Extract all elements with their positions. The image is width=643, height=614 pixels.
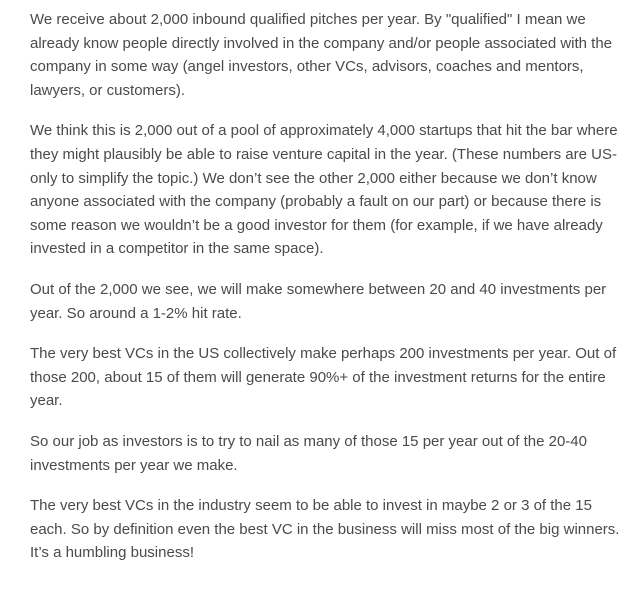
paragraph-humbling-business: The very best VCs in the industry seem to be able to invest in maybe 2 or 3 of the 15 each. So by definition even the best VC in the business will miss most of the big winners. It’s a humbling business! (30, 497, 620, 562)
paragraph-startup-pool: We think this is 2,000 out of a pool of approximately 4,000 startups that hit the bar where they might plausibly be able to raise venture capital in the year. (These numbers are US-only to simplify the topic.) We don’t see the other 2,000 either because we don’t know anyone associated with the company (probably a fault on our part) or because there is some reason we wouldn’t be a good investor for them (for example, if we have already invested in a competitor in the same space). (30, 122, 618, 258)
article-body (30, 8, 620, 582)
paragraph-hit-rate: Out of the 2,000 we see, we will make somewhere between 20 and 40 investments per year. So around a 1-2% hit rate. (30, 280, 607, 322)
paragraph-inbound-pitches: We receive about 2,000 inbound qualified pitches per year. By "qualified" I mean we already know people directly involved in the company and/or people associated with the company in some way (angel investors, other VCs, advisors, coaches and mentors, lawyers, or customers). (30, 11, 613, 99)
paragraph-best-vcs: The very best VCs in the US collectively make perhaps 200 investments per year. Out of those 200, about 15 of them will generate 90%+ of the investment returns for the entire year. (30, 345, 617, 410)
paragraph-our-job: So our job as investors is to try to nail as many of those 15 per year out of the 20-40 investments per year we make. (30, 432, 587, 474)
